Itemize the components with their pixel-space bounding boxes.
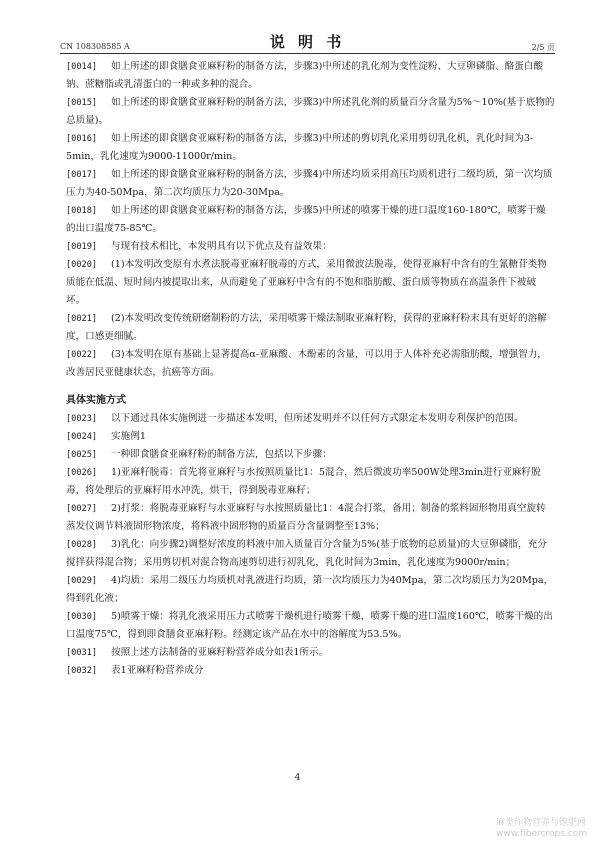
paragraph-number: [0016] xyxy=(66,134,98,144)
paragraph xyxy=(66,410,555,428)
paragraph-text: 3)乳化：向步骤2)调整好浓度的料液中加入质量百分含量为5%(基于底物的总质量)的大豆卵磷脂，充分搅拌获得混合物；采用剪切机对混合物高速剪切进行初乳化，乳化时间为3min，乳化速度为9000r/min； xyxy=(66,539,547,568)
paragraph-number: [0022] xyxy=(66,350,98,360)
page-reference: 2/5 页 xyxy=(531,43,555,52)
paragraph xyxy=(66,310,555,346)
paragraph-number: [0026] xyxy=(66,468,98,478)
paragraph xyxy=(66,238,555,256)
paragraph-number: [0023] xyxy=(66,414,98,424)
paragraph-text: 按照上述方法制备的亚麻籽粉营养成分如表1所示。 xyxy=(111,647,329,658)
paragraph-number: [0014] xyxy=(66,62,98,72)
paragraph-number: [0017] xyxy=(66,170,98,180)
page-number: 4 xyxy=(294,773,301,783)
publication-number: CN 108308585 A xyxy=(60,42,130,51)
paragraph-text: 4)均质：采用二级压力均质机对乳液进行均质，第一次均质压力为40Mpa，第二次均质压力为20Mpa，得到乳化液； xyxy=(66,575,554,604)
paragraph xyxy=(66,464,555,500)
paragraph-number: [0027] xyxy=(66,504,98,514)
paragraph xyxy=(66,500,555,536)
paragraph-text: 如上所述的即食膳食亚麻籽粉的制备方法，步骤3)中所述乳化剂的质量百分含量为5%～10%(基于底物的总质量)。 xyxy=(66,97,555,126)
document-title: 说 明 书 xyxy=(269,33,346,51)
paragraph-text: 5)喷雾干燥：将乳化液采用压力式喷雾干燥机进行喷雾干燥，喷雾干燥的进口温度160℃，喷雾干燥的出口温度75℃，得到即食膳食亚麻籽粉。经测定该产品在水中的溶解度为53.5%。 xyxy=(66,611,553,640)
paragraph-number: [0015] xyxy=(66,98,98,108)
paragraph xyxy=(66,608,555,644)
paragraph xyxy=(66,644,555,662)
paragraph-number: [0019] xyxy=(66,242,98,252)
paragraph-text: 如上所述的即食膳食亚麻籽粉的制备方法，步骤4)中所述均质采用高压均质机进行二级均质，第一次均质压力为40-50Mpa，第二次均质压力为20-30Mpa。 xyxy=(66,169,553,198)
paragraph-number: [0032] xyxy=(66,666,98,676)
paragraph-number: [0018] xyxy=(66,206,98,216)
paragraph-text: 如上所述的即食膳食亚麻籽粉的制备方法，步骤5)中所述的喷雾干燥的进口温度160-180℃，喷雾干燥的出口温度75-85℃。 xyxy=(66,205,546,234)
paragraph xyxy=(66,94,555,130)
watermark-name: 麻类作物营养与饱肥网 xyxy=(496,818,587,828)
paragraph xyxy=(66,446,555,464)
paragraph-number: [0029] xyxy=(66,576,98,586)
paragraph xyxy=(66,202,555,238)
paragraph-text: 如上所述的即食膳食亚麻籽粉的制备方法，步骤3)中所述的乳化剂为变性淀粉、大豆卵磷脂、酪蛋白酸钠、蔗糖脂或乳清蛋白的一种或多种的混合。 xyxy=(66,61,544,90)
paragraph-text: 1)亚麻籽脱毒：首先将亚麻籽与水按照质量比1：5混合，然后微波功率500W处理3min进行亚麻籽脱毒，将处理后的亚麻籽用水冲洗，烘干，得到脱毒亚麻籽； xyxy=(66,467,541,496)
claims-paragraphs xyxy=(66,58,555,382)
paragraph xyxy=(66,256,555,310)
paragraph-text: (1)本发明改变原有水煮法脱毒亚麻籽脱毒的方式，采用微波法脱毒，使得亚麻籽中含有的生氰糖苷类物质能在低温、短时间内被提取出来，从而避免了亚麻籽中含有的不饱和脂肪酸、蛋白质等物质在高温条件下被破坏。 xyxy=(66,259,547,306)
paragraph xyxy=(66,346,555,382)
paragraph xyxy=(66,536,555,572)
paragraph-number: [0031] xyxy=(66,648,98,658)
paragraph-text: 如上所述的即食膳食亚麻籽粉的制备方法，步骤3)中所述的剪切乳化采用剪切乳化机，乳化时间为3-5min，乳化速度为9000-11000r/min。 xyxy=(66,133,534,162)
paragraph xyxy=(66,58,555,94)
paragraph-text: 以下通过具体实施例进一步描述本发明，但所述发明并不以任何方式限定本发明专利保护的范围。 xyxy=(111,413,524,424)
paragraph-text: 与现有技术相比，本发明具有以下优点及有益效果： xyxy=(111,241,332,252)
paragraph-number: [0020] xyxy=(66,260,98,270)
paragraph-text: 一种即食膳食亚麻籽粉的制备方法，包括以下步骤： xyxy=(111,449,332,460)
header-divider xyxy=(60,53,555,54)
paragraph-number: [0024] xyxy=(66,432,98,442)
paragraph-text: (3)本发明在原有基础上显著提高α-亚麻酸、木酚素的含量，可以用于人体补充必需脂肪酸，增强智力，改善居民亚健康状态，抗癌等方面。 xyxy=(66,349,547,378)
paragraph-text: 实施例1 xyxy=(111,431,146,442)
document-body xyxy=(66,58,555,680)
paragraph-number: [0030] xyxy=(66,612,98,622)
paragraph-number: [0028] xyxy=(66,540,98,550)
paragraph-text: 表1亚麻籽粉营养成分 xyxy=(111,665,204,676)
paragraph xyxy=(66,130,555,166)
paragraph xyxy=(66,662,555,680)
paragraph-text: (2)本发明改变传统研磨制粉的方法，采用喷雾干燥法制取亚麻籽粉，获得的亚麻籽粉末具有更好的溶解度，口感更细腻。 xyxy=(66,313,547,342)
embodiment-paragraphs xyxy=(66,410,555,680)
paragraph xyxy=(66,428,555,446)
paragraph xyxy=(66,572,555,608)
site-watermark xyxy=(496,818,587,840)
watermark-url: www.fibercrops.com xyxy=(496,829,587,839)
section-title: 具体实施方式 xyxy=(66,395,126,406)
paragraph xyxy=(66,166,555,202)
paragraph-number: [0025] xyxy=(66,450,98,460)
paragraph-number: [0021] xyxy=(66,314,98,324)
paragraph-text: 2)打浆：将脱毒亚麻籽与水亚麻籽与水按照质量比1：4混合打浆，备用；制备的浆料固形物用真空旋转蒸发仪调节料液固形物浓度，将料液中固形物的质量百分含量调整至13%； xyxy=(66,503,546,532)
